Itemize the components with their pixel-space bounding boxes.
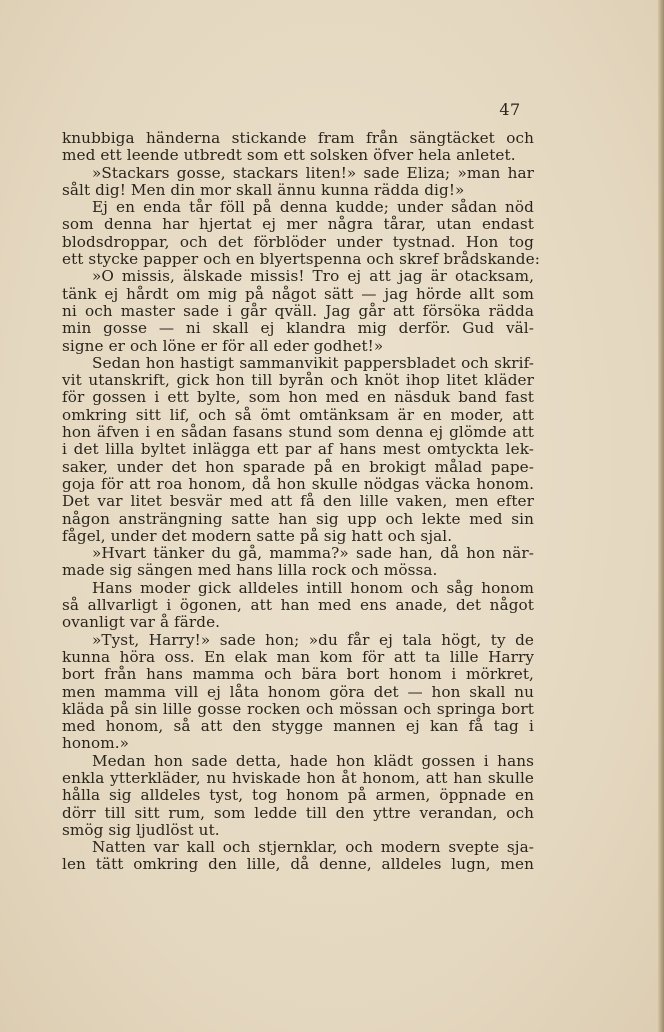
text-line: signe er och löne er för all eder godhet!» — [62, 336, 384, 355]
text-line: blodsdroppar, och det förblöder under tystnad. Hon tog — [62, 232, 534, 251]
text-line: med ett leende utbredt som ett solsken öfver hela anletet. — [62, 146, 516, 165]
text-line: någon ansträngning satte han sig upp och lekte med sin — [62, 509, 534, 528]
text-line: honom.» — [62, 734, 130, 753]
text-line: Hans moder gick alldeles intill honom och såg honom — [92, 578, 534, 597]
text-line: ett stycke papper och en blyertspenna och skref brådskande: — [62, 250, 540, 269]
text-line: min gosse — ni skall ej klandra mig derför. Gud väl- — [62, 319, 534, 338]
text-line: med honom, så att den stygge mannen ej kan få tag i — [62, 717, 534, 736]
text-line: made sig sängen med hans lilla rock och mössa. — [62, 561, 438, 580]
text-line: hålla sig alldeles tyst, tog honom på armen, öppnade en — [62, 786, 534, 805]
text-line: Det var litet besvär med att få den lille vaken, men efter — [62, 492, 534, 511]
text-line: »Tyst, Harry!» sade hon; »du får ej tala högt, ty de — [92, 630, 534, 649]
text-line: kunna höra oss. En elak man kom för att ta lille Harry — [62, 647, 534, 666]
page-number: 47 — [499, 100, 521, 119]
text-line: hon äfven i en sådan fasans stund som denna ej glömde att — [62, 423, 534, 442]
text-line: saker, under det hon sparade på en brokigt målad pape- — [62, 457, 534, 476]
text-line: bort från hans mamma och bära bort honom i mörkret, — [62, 665, 534, 684]
page-edge — [658, 0, 664, 1032]
text-line: Sedan hon hastigt sammanvikit pappersbladet och skrif- — [92, 353, 534, 372]
text-line: smög sig ljudlöst ut. — [62, 820, 220, 839]
text-line: vit utanskrift, gick hon till byrån och knöt ihop litet kläder — [62, 371, 534, 390]
text-line: enkla ytterkläder, nu hviskade hon åt honom, att han skulle — [62, 768, 534, 787]
text-line: Ej en enda tår föll på denna kudde; under sådan nöd — [92, 198, 534, 217]
text-line: Medan hon sade detta, hade hon klädt gossen i hans — [92, 751, 534, 770]
text-line: fågel, under det modern satte på sig hatt och sjal. — [62, 526, 453, 545]
text-line: »Stackars gosse, stackars liten!» sade Eliza; »man har — [92, 163, 534, 182]
text-line: som denna har hjertat ej mer några tårar, utan endast — [62, 215, 534, 234]
text-line: tänk ej hårdt om mig på något sätt — jag hörde allt som — [62, 284, 534, 303]
text-line: kläda på sin lille gosse rocken och mössan och springa bort — [62, 699, 534, 718]
text-line: så allvarligt i ögonen, att han med ens anade, det något — [62, 596, 534, 615]
text-line: »Hvart tänker du gå, mamma?» sade han, då hon när- — [92, 544, 534, 563]
text-line: »O missis, älskade missis! Tro ej att jag är otacksam, — [92, 267, 534, 286]
text-line: knubbiga händerna stickande fram från sängtäcket och — [62, 129, 534, 147]
text-line: men mamma vill ej låta honom göra det — hon skall nu — [62, 682, 534, 701]
text-line: sålt dig! Men din mor skall ännu kunna rädda dig!» — [62, 180, 465, 199]
text-line: goja för att roa honom, då hon skulle nödgas väcka honom. — [62, 474, 534, 493]
text-line: Natten var kall och stjernklar, och modern svepte sja- — [92, 838, 534, 857]
text-line: för gossen i ett bylte, som hon med en näsduk band fast — [62, 388, 534, 407]
text-line: omkring sitt lif, och så ömt omtänksam är en moder, att — [62, 405, 534, 424]
text-line: ovanligt var å färde. — [62, 613, 221, 632]
text-line: dörr till sitt rum, som ledde till den yttre verandan, och — [62, 803, 534, 822]
text-line: len tätt omkring den lille, då denne, alldeles lugn, men — [62, 855, 534, 874]
body-text — [62, 129, 540, 874]
text-line: ni och master sade i går qväll. Jag går att försöka rädda — [62, 301, 534, 320]
text-line: i det lilla byltet inlägga ett par af hans mest omtyckta lek- — [62, 440, 534, 459]
